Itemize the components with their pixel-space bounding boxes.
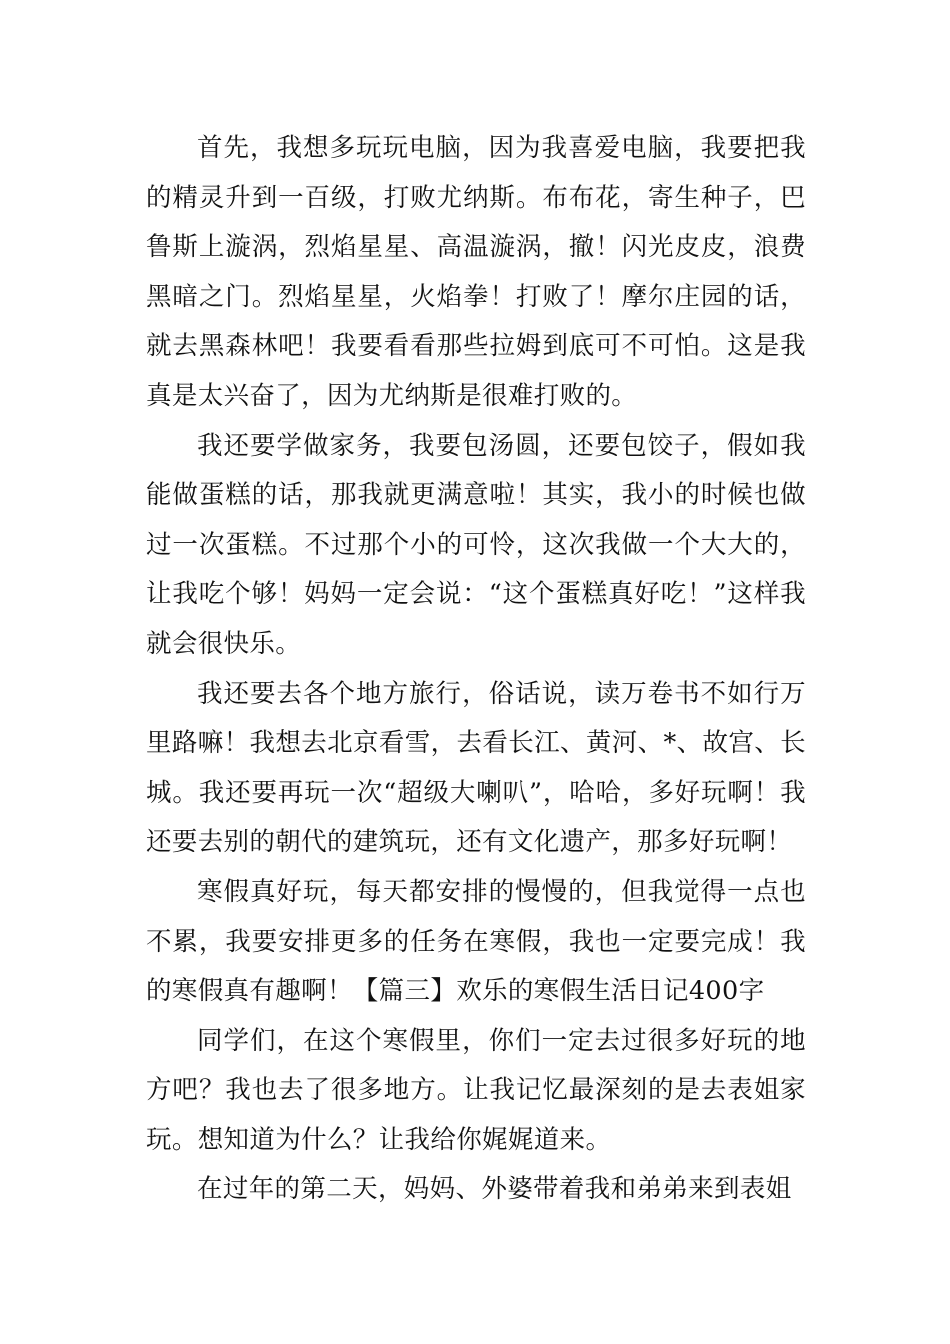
document-page (146, 124, 806, 1215)
paragraph-travel: 我还要去各个地方旅行，俗话说，读万卷书不如行万里路嘛！我想去北京看雪，去看长江、黄河、*、故宫、长城。我还要再玩一次“超级大喇叭”，哈哈，多好玩啊！我还要去别的朝代的建筑玩，还有文化遗产，那多好玩啊！ (146, 678, 806, 858)
paragraph-cousin-intro: 同学们，在这个寒假里，你们一定去过很多好玩的地方吧？我也去了很多地方。让我记忆最深刻的是去表姐家玩。想知道为什么？让我给你娓娓道来。 (146, 1025, 806, 1155)
paragraph-housework: 我还要学做家务，我要包汤圆，还要包饺子，假如我能做蛋糕的话，那我就更满意啦！其实，我小的时候也做过一次蛋糕。不过那个小的可怜，这次我做一个大大的，让我吃个够！妈妈一定会说：“这个蛋糕真好吃！”这样我就会很快乐。 (146, 430, 806, 659)
paragraph-summary: 寒假真好玩，每天都安排的慢慢的，但我觉得一点也不累，我要安排更多的任务在寒假，我也一定要完成！我的寒假真有趣啊！【篇三】欢乐的寒假生活日记400字 (146, 876, 806, 1007)
paragraph-computer-game: 首先，我想多玩玩电脑，因为我喜爱电脑，我要把我的精灵升到一百级，打败尤纳斯。布布花，寄生种子，巴鲁斯上漩涡，烈焰星星、高温漩涡，撤！闪光皮皮，浪费黑暗之门。烈焰星星，火焰拳！打败了！摩尔庄园的话，就去黑森林吧！我要看看那些拉姆到底可不可怕。这是我真是太兴奋了，因为尤纳斯是很难打败的。 (146, 133, 806, 411)
paragraph-second-day: 在过年的第二天，妈妈、外婆带着我和弟弟来到表姐 (197, 1174, 792, 1205)
